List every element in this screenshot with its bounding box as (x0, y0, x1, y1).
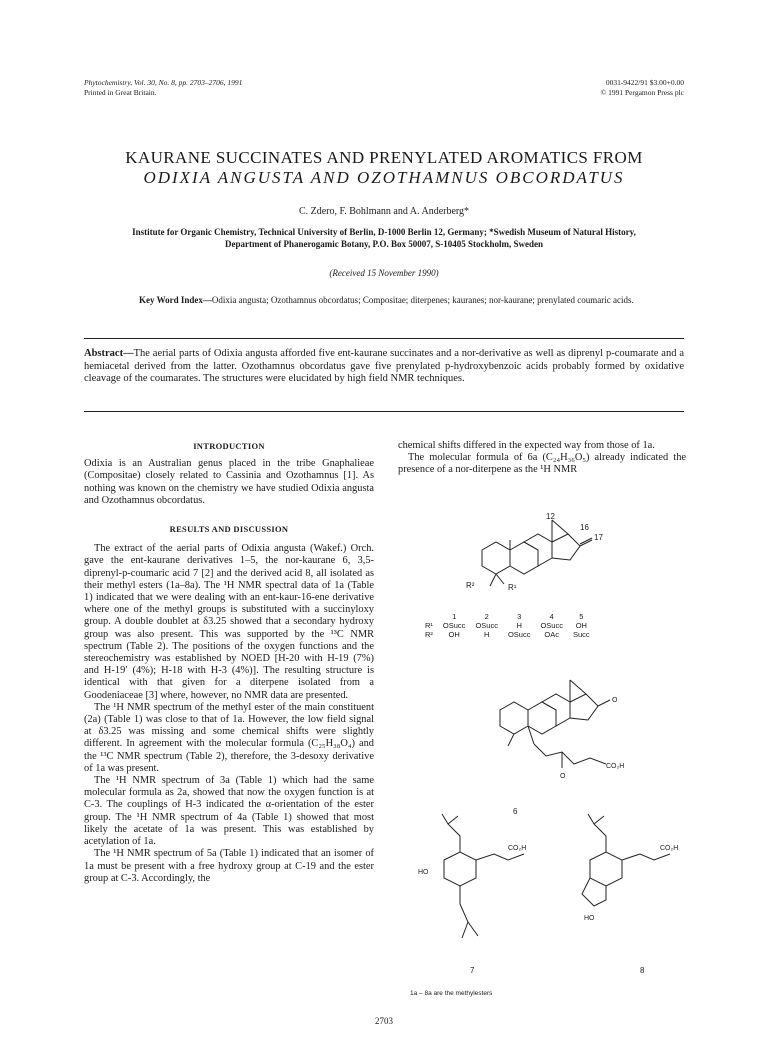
left-column (84, 440, 374, 885)
keywords (139, 294, 659, 306)
received-date: (Received 15 November 1990) (329, 268, 439, 278)
svg-text:12: 12 (546, 512, 555, 521)
compound-number: 1 (452, 612, 457, 621)
r2-value: OSucc (507, 630, 531, 639)
compound-number: 5 (579, 612, 584, 621)
r2-value: OH (448, 630, 460, 639)
authors: C. Zdero, F. Bohlmann and A. Anderberg* (298, 206, 470, 217)
abstract (84, 348, 684, 386)
svg-text:17: 17 (594, 533, 603, 542)
results-paragraph-3: The ¹H NMR spectrum of 3a (Table 1) which had the same molecular formula as 2a, showed that now the oxygen function is at C-3. The couplings of H-3 indicated the α-orientation of the ester group. The ¹H NMR spectrum of 4a (Table 1) showed that most likely the acetate of 1a was present. This was established by acetylation of 1a. (84, 775, 374, 848)
ketone-o-label: O (612, 697, 618, 704)
acid-label-6: CO₂H (606, 763, 625, 770)
compound-number: 4 (549, 612, 554, 621)
methylester-footnote: 1a – 8a are the methylesters (410, 990, 493, 997)
r2-value: H (483, 630, 490, 639)
right-column-text (398, 440, 686, 477)
r1-value: H (516, 621, 522, 630)
r1-label: R¹ (425, 621, 433, 630)
divider-bottom (84, 411, 684, 412)
r1-value: OSucc (475, 621, 498, 630)
page-number: 2703 (375, 1016, 393, 1026)
kaurane-structure-drawing (460, 510, 720, 590)
r2-value: Succ (572, 630, 590, 639)
hydroxy-label-7: HO (418, 869, 429, 876)
coumaric-acid-7-drawing (404, 810, 554, 960)
r2-label: R² (425, 630, 433, 639)
affiliation-line-2: Department of Phanerogamic Botany, P.O. Box 50007, S-10405 Stockholm, Sweden (224, 239, 543, 249)
journal-citation: Phytochemistry, Vol. 30, No. 8, pp. 2703–2706, 1991 (84, 78, 243, 87)
r1-value: OSucc (540, 621, 563, 630)
acid-label-7: CO₂H (508, 845, 527, 852)
compound-8-label: 8 (640, 966, 645, 975)
intro-heading: INTRODUCTION (193, 441, 265, 451)
compound-7-label: 7 (470, 966, 475, 975)
results-paragraph-2: The ¹H NMR spectrum of the methyl ester of the main constituent (2a) (Table 1) was close to that of 1a. However, the low field signal at δ3.25 was missing and some chemical shifts were slightly different. In agreement with the molecular formula (C₂₅H₃₈O₄) and the ¹³C NMR spectrum (Table 2), therefore, the 3-desoxy derivative of 1a was present. (84, 701, 374, 774)
title-line-2: ODIXIA ANGUSTA AND OZOTHAMNUS OBCORDATUS (143, 168, 625, 187)
r1-value: OSucc (442, 621, 466, 630)
title-line-1: KAURANE SUCCINATES AND PRENYLATED AROMATICS FROM (125, 148, 643, 167)
running-header-right (601, 78, 684, 98)
results-heading: RESULTS AND DISCUSSION (169, 524, 289, 535)
intro-paragraph: Odixia is an Australian genus placed in the tribe Gnaphalieae (Compositae) closely related to Cassinia and Ozothamnus [1]. As nothing was known on the chemistry we have studied Odixia angusta and Ozothamnus obcordatus. (84, 458, 374, 506)
svg-text:R²: R² (466, 581, 475, 590)
affiliation-line-1: Institute for Organic Chemistry, Technical University of Berlin, D-1000 Berlin 12, Germany; *Swedish Museum of Natural History, (132, 227, 636, 237)
compound-number: 3 (517, 612, 522, 621)
running-header-left (84, 78, 242, 98)
acid-label-8: CO₂H (660, 845, 679, 852)
svg-text:R¹: R¹ (508, 583, 517, 590)
printed-location: Printed in Great Britain. (84, 88, 157, 97)
divider-top (84, 338, 684, 339)
results-paragraph-1: The extract of the aerial parts of Odixia angusta (Wakef.) Orch. gave the ent-kaurane derivatives 1–5, the nor-kaurane 6, 3,5-diprenyl-p-coumaric acid 7 [2] and the derived acid 8, all isolated as their methyl esters (1a–8a). The ¹H NMR spectral data of 1a (Table 1) indicated that we were dealing with an ent-kaur-16-ene derivative where one of the methyl groups is substituted with a succinyloxy group. A double doublet at δ3.25 showed that a secondary hydroxy group was also present. This was supported by the ¹³C NMR spectrum (Table 2). The positions of the oxygen functions and the stereochemistry was established by NOED [H-20 with H-19 (7%) and H-19′ (4%); H-18 with H-3 (4%)]. The resulting structure is identical with that given for a diterpene isolated from a Goodeniaceae [3] where, however, no NMR data are presented. (84, 543, 374, 701)
abstract-text: The aerial parts of Odixia angusta afforded five ent-kaurane succinates and a nor-derivative as well as diprenyl p-coumarate and a hemiacetal derived from the latter. Ozothamnus obcordatus gave five prenylated p-hydroxybenzoic acids probably formed by oxidative cleavage of the coumarates. The structures were elucidated by high field NMR techniques. (84, 348, 684, 384)
affiliation (120, 226, 648, 250)
paper-title (0, 148, 768, 188)
compound-substituent-table (420, 612, 595, 639)
compound-6-label: 6 (513, 807, 518, 816)
issn-code: 0031-9422/91 $3.00+0.00 (605, 78, 684, 87)
right-paragraph-2: The molecular formula of 6a (C₂₄H₃₆O₅) already indicated the presence of a nor-diterpene as the ¹H NMR (398, 452, 686, 476)
r2-value: OAc (544, 630, 560, 639)
nor-kaurane-structure-drawing (490, 660, 690, 800)
keywords-text: Odixia angusta; Ozothamnus obcordatus; Compositae; diterpenes; kauranes; nor-kaurane; prenylated coumaric acids. (211, 295, 634, 305)
results-paragraph-4: The ¹H NMR spectrum of 5a (Table 1) indicated that an isomer of 1a must be present with a free hydroxy group at C-19 and the ester group at C-3. Accordingly, the (84, 848, 374, 884)
copyright: © 1991 Pergamon Press plc (600, 88, 684, 97)
keywords-label: Key Word Index— (139, 295, 212, 305)
abstract-label: Abstract— (84, 348, 134, 359)
right-paragraph-1: chemical shifts differed in the expected way from those of 1a. (398, 440, 655, 451)
ester-o-label: O (560, 773, 566, 780)
r1-value: OH (575, 621, 587, 630)
svg-text:16: 16 (580, 523, 589, 532)
hemiacetal-8-drawing (556, 810, 706, 960)
compound-number: 2 (484, 612, 489, 621)
hydroxy-label-8: HO (584, 915, 595, 922)
